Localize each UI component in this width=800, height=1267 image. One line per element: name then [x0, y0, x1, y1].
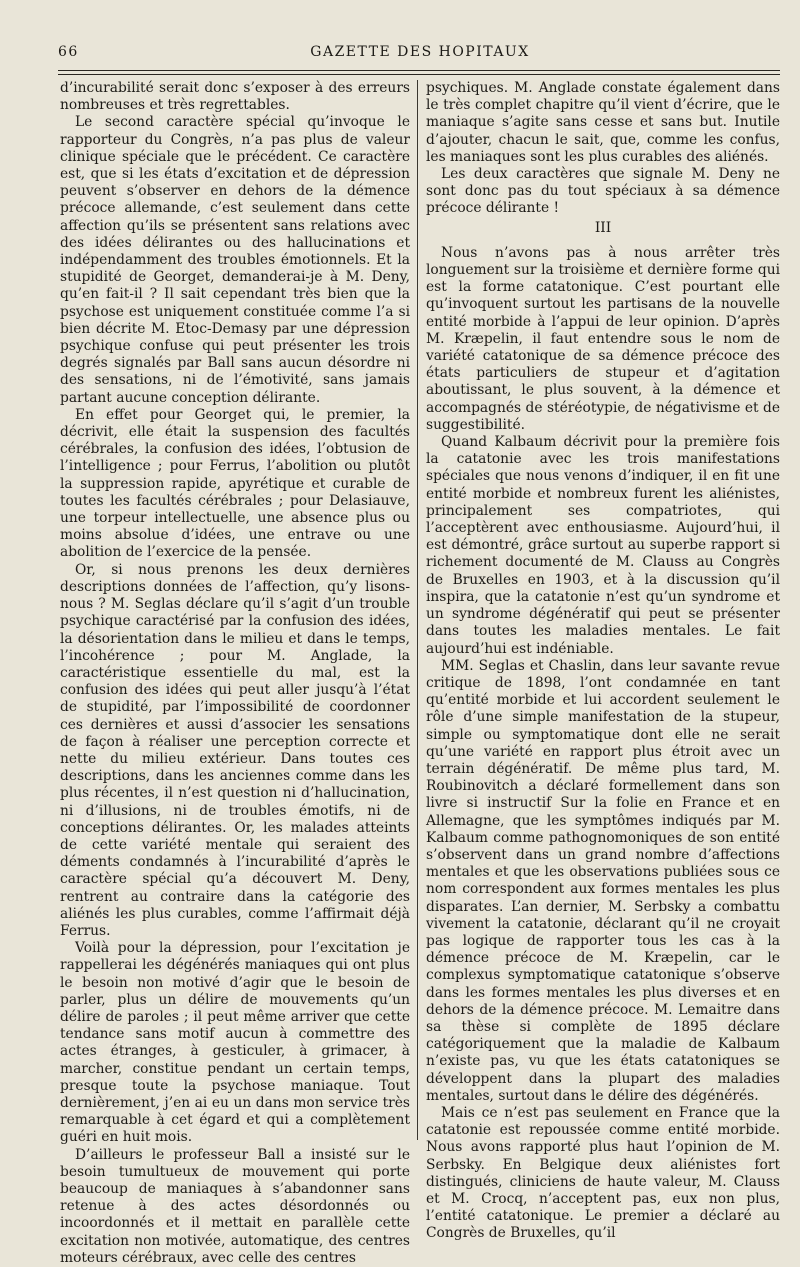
paragraph: Quand Kalbaum décrivit pour la première fois la catatonie avec les trois manifestations spéciales que nous venons d’indiquer, il en fit une entité morbide et nombreux furent les aliénistes, principalement ses compatriotes, qui l’acceptèrent avec enthousiasme. Aujourd’hui, il est démontré, grâce surtout au superbe rapport si richement documenté de M. Clauss au Congrès de Bruxelles en 1903, et à la discussion qu’il inspira, que la catatonie n’est qu’un syndrome et un syndrome dégénératif qui peut se présenter dans toutes les maladies mentales. Le fait aujourd’hui est indéniable.	[426, 434, 780, 657]
page-number: 66	[58, 44, 79, 60]
header-rule-thick	[58, 70, 780, 71]
paragraph: Or, si nous prenons les deux dernières descriptions données de l’affection, qu’y lisons-nous ? M. Seglas déclare qu’il s’agit d’un trouble psychique caractérisé par la confusion des idées, la désorientation dans le milieu et dans le temps, l’incohérence ; pour M. Anglade, la caractéristique essentielle du mal, est la confusion des idées qui peut aller jusqu’à l’état de stupidité, par l’impossibilité de coordonner ces dernières et aussi d’associer les sensations de façon à réaliser une perception correcte et nette du milieu extérieur. Dans toutes ces descriptions, dans les anciennes comme dans les plus récentes, il n’est question ni d’hallucination, ni d’illusions, ni de troubles émotifs, ni de conceptions délirantes. Or, les malades atteints de cette variété mentale qui seraient des déments condamnés à l’incurabilité d’après le caractère spécial qu’a découvert M. Deny, rentrent au contraire dans la catégorie des aliénés les plus curables, comme l’affirmait déjà Ferrus.	[60, 561, 410, 939]
paragraph: Voilà pour la dépression, pour l’excitation je rappellerai les dégénérés maniaques qui ont plus le besoin non motivé d’agir que le besoin de parler, plus un délire de mouvements qu’un délire de paroles ; il peut même arriver que cette tendance sans motif aucun à commettre des actes étranges, à gesticuler, à grimacer, à marcher, constitue pendant un certain temps, presque toute la psychose maniaque. Tout dernièrement, j’en ai eu un dans mon service très remarquable à cet égard et qui a complètement guéri en huit mois.	[60, 940, 410, 1146]
left-column	[60, 80, 410, 1266]
running-title: GAZETTE DES HOPITAUX	[310, 44, 530, 60]
paragraph: psychiques. M. Anglade constate également dans le très complet chapitre qu’il vient d’écrire, que le maniaque s’agite sans cesse et sans but. Inutile d’ajouter, chacun le sait, que, comme les confus, les maniaques sont les plus curables des aliénés.	[426, 80, 780, 165]
paragraph: Mais ce n’est pas seulement en France que la catatonie est repoussée comme entité morbide. Nous avons rapporté plus haut l’opinion de M. Serbsky. En Belgique deux aliénistes fort distingués, cliniciens de haute valeur, M. Clauss et M. Crocq, n’acceptent pas, eux non plus, l’entité catatonique. Le premier a déclaré au Congrès de Bruxelles, qu’il	[426, 1104, 780, 1242]
paragraph: Le second caractère spécial qu’invoque le rapporteur du Congrès, n’a pas plus de valeur clinique spéciale que le précédent. Ce caractère est, que si les états d’excitation et de dépression peuvent s’observer en dehors de la démence précoce allemande, c’est seulement dans cette affection qu’ils se présentent sans relations avec des idées délirantes ou des hallucinations et indépendamment des troubles émotionnels. Et la stupidité de Georget, demanderai-je à M. Deny, qu’en fait-il ? Il sait cependant très bien que la psychose est uniquement constituée comme l’a si bien décrite M. Etoc-Demasy par une dépression psychique confuse qui peut présenter les trois degrés signalés par Ball sans aucun désordre ni des sensations, ni de l’émotivité, sans jamais partant aucune conception délirante.	[60, 114, 410, 406]
page-header	[58, 44, 782, 64]
column-divider	[417, 80, 418, 1140]
section-heading: III	[594, 219, 612, 236]
paragraph: d’incurabilité serait donc s’exposer à des erreurs nombreuses et très regrettables.	[60, 80, 410, 114]
right-column	[426, 80, 780, 1242]
paragraph: D’ailleurs le professeur Ball a insisté sur le besoin tumultueux de mouvement qui porte beaucoup de maniaques à s’abandonner sans retenue à des actes désordonnés ou incoordonnés et il mettait en parallèle cette excitation non motivée, automatique, des centres moteurs cérébraux, avec celle des centres	[60, 1146, 410, 1266]
paragraph: Nous n’avons pas à nous arrêter très longuement sur la troisième et dernière forme qui est la forme catatonique. C’est pourtant elle qu’invoquent surtout les partisans de la nouvelle entité morbide à l’appui de leur opinion. D’après M. Kræpelin, il faut entendre sous le nom de variété catatonique de sa démence précoce des états particuliers de stupeur et d’agitation aboutissant, le plus souvent, à la démence et accompagnés de stéréotypie, de négativisme et de suggestibilité.	[426, 244, 780, 433]
paragraph: MM. Seglas et Chaslin, dans leur savante revue critique de 1898, l’ont condamnée en tant qu’entité morbide et lui accordent seulement le rôle d’une simple manifestation de la stupeur, simple ou symptomatique dont elle ne serait qu’une variété en rapport plus étroit avec un terrain dégénératif. De même plus tard, M. Roubinovitch a déclaré formellement dans son livre si instructif Sur la folie en France et en Allemagne, que les symptômes indiqués par M. Kalbaum comme pathognomoniques de son entité s’observent dans un grand nombre d’affections mentales et que les observations publiées sous ce nom correspondent aux formes mentales les plus disparates. L’an dernier, M. Serbsky a combattu vivement la catatonie, déclarant qu’il ne croyait pas logique de rapporter tous les cas à la démence précoce de M. Kræpelin, car le complexus symptomatique catatonique s’observe dans les formes mentales les plus diverses et en dehors de la démence précoce. M. Lemaitre dans sa thèse si complète de 1895 déclare catégoriquement que la maladie de Kalbaum n’existe pas, vu que les états catatoniques se développent dans la plupart des maladies mentales, surtout dans le délire des dégénérés.	[426, 657, 780, 1104]
header-rule-thin	[58, 74, 780, 75]
paragraph: En effet pour Georget qui, le premier, la décrivit, elle était la suspension des facultés cérébrales, la confusion des idées, l’obtusion de l’intelligence ; pour Ferrus, l’abolition ou plutôt la suppression rapide, apyrétique et curable de toutes les facultés cérébrales ; pour Delasiauve, une torpeur intellectuelle, une absence plus ou moins absolue d’idées, une entrave ou une abolition de l’exercice de la pensée.	[60, 406, 410, 561]
paragraph: Les deux caractères que signale M. Deny ne sont donc pas du tout spéciaux à sa démence précoce délirante !	[426, 166, 780, 217]
